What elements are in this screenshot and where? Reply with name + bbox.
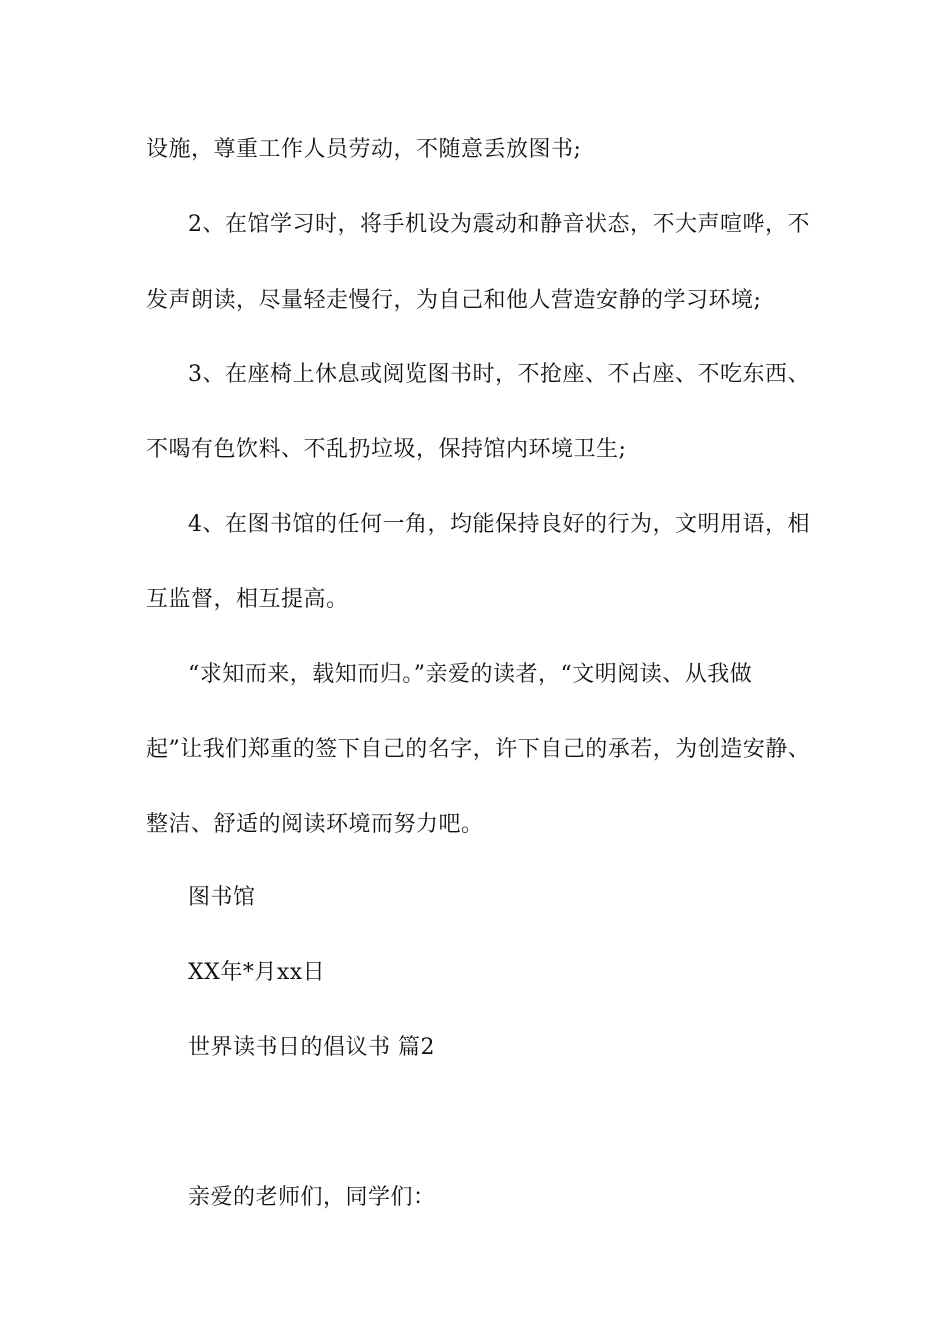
text-line: 2、在馆学习时，将手机设为震动和静音状态，不大声喧哗，不: [188, 212, 810, 237]
section-title: 世界读书日的倡议书 篇2: [188, 1035, 435, 1060]
text-line: 互监督，相互提高。: [146, 587, 349, 612]
text-line: 整洁、舒适的阅读环境而努力吧。: [146, 812, 484, 837]
signature-date: XX年*月xx日: [188, 960, 326, 985]
text-line: 发声朗读，尽量轻走慢行，为自己和他人营造安静的学习环境;: [146, 288, 762, 313]
text-line: 4、在图书馆的任何一角，均能保持良好的行为，文明用语，相: [188, 512, 810, 537]
signature-org: 图书馆: [188, 885, 256, 910]
text-line: “求知而来，载知而归。”亲爱的读者，“文明阅读、从我做: [188, 662, 753, 687]
text-line: 不喝有色饮料、不乱扔垃圾，保持馆内环境卫生;: [146, 437, 627, 462]
salutation: 亲爱的老师们，同学们：: [188, 1185, 436, 1210]
text-line: 起”让我们郑重的签下自己的名字，许下自己的承若，为创造安静、: [146, 737, 811, 762]
text-line: 3、在座椅上休息或阅览图书时，不抢座、不占座、不吃东西、: [188, 362, 810, 387]
text-line: 设施，尊重工作人员劳动，不随意丢放图书;: [146, 137, 582, 162]
